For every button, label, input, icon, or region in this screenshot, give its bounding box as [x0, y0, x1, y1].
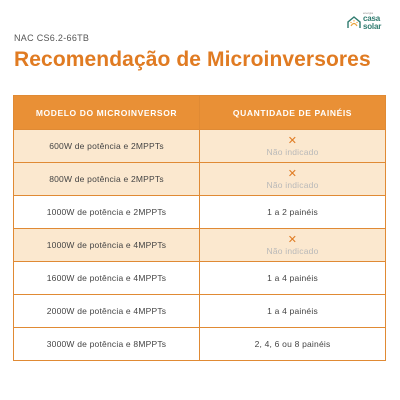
recommendation-table	[13, 95, 386, 361]
column-header-quantity: QUANTIDADE DE PAINÉIS	[232, 107, 353, 118]
model-cell: 3000W de potência e 8MPPTs	[14, 328, 200, 360]
not-indicated-label: Não indicado	[266, 245, 319, 256]
quantity-cell: 2, 4, 6 ou 8 painéis	[254, 339, 331, 349]
quantity-cell: 1 a 4 painéis	[267, 306, 318, 316]
model-cell: 1600W de potência e 4MPPTs	[14, 262, 200, 294]
model-cell: 600W de potência e 2MPPTs	[14, 130, 200, 162]
table-row	[14, 294, 385, 327]
quantity-cell	[200, 229, 385, 261]
table-row	[14, 228, 385, 261]
brand-wordmark	[363, 12, 381, 31]
x-icon: ✕	[287, 134, 298, 147]
not-indicated-label: Não indicado	[266, 179, 319, 190]
brand-tagline: energia	[363, 11, 374, 15]
model-cell: 800W de potência e 2MPPTs	[14, 163, 200, 195]
not-indicated-label: Não indicado	[266, 146, 319, 157]
page-title: Recomendação de Microinversores	[14, 48, 371, 71]
table-row	[14, 129, 385, 162]
quantity-cell: 1 a 2 painéis	[267, 207, 318, 217]
x-icon: ✕	[287, 233, 298, 246]
model-cell: 2000W de potência e 4MPPTs	[14, 295, 200, 327]
brand-name-line1: casa	[363, 14, 380, 23]
sun-house-icon	[346, 14, 362, 30]
table-header-row	[14, 96, 385, 129]
brand-logo	[346, 12, 386, 34]
table-row	[14, 261, 385, 294]
model-cell: 1000W de potência e 2MPPTs	[14, 196, 200, 228]
quantity-cell: 1 a 4 painéis	[267, 273, 318, 283]
table-row	[14, 195, 385, 228]
quantity-cell	[200, 130, 385, 162]
table-row	[14, 162, 385, 195]
column-header-model: MODELO DO MICROINVERSOR	[14, 96, 200, 129]
quantity-cell	[200, 163, 385, 195]
brand-name-line2: solar	[363, 22, 382, 31]
x-icon: ✕	[287, 167, 298, 180]
table-row	[14, 327, 385, 360]
model-cell: 1000W de potência e 4MPPTs	[14, 229, 200, 261]
product-code: NAC CS6.2-66TB	[14, 33, 90, 43]
